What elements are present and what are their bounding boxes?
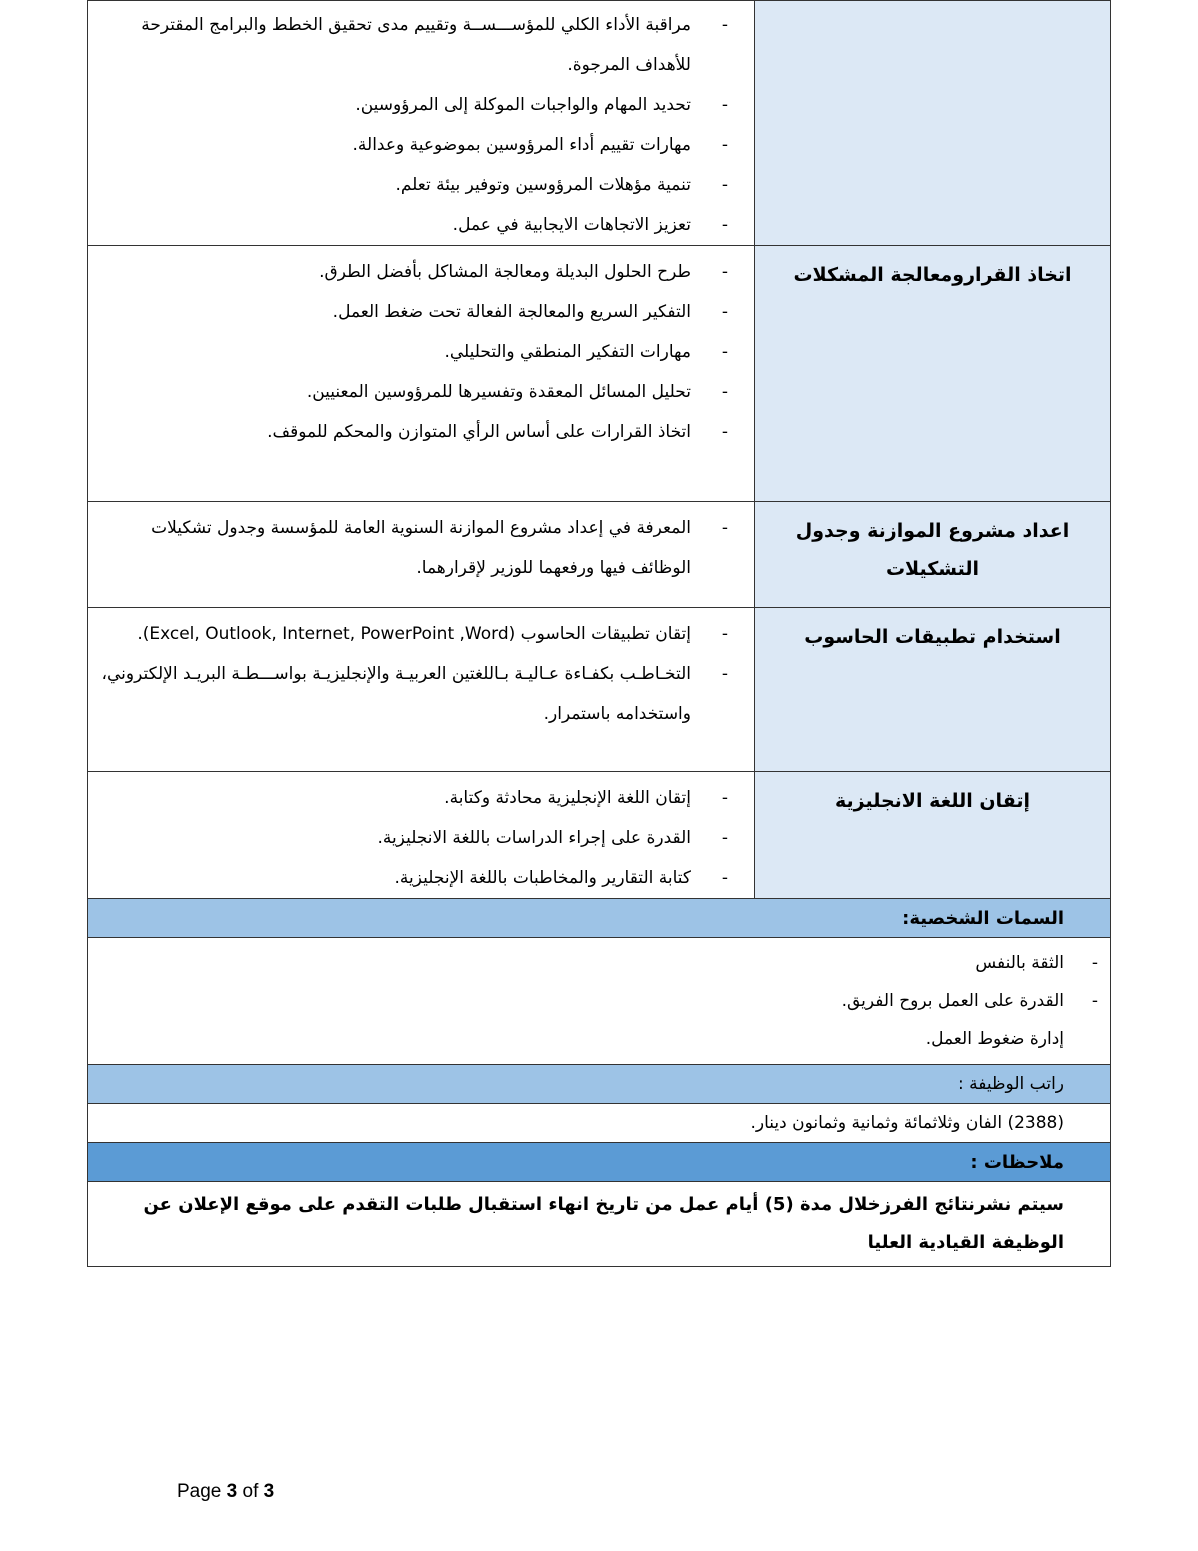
- personal-traits-header: [88, 899, 1111, 938]
- list-item: - التخـاطـب بكفـاءة عـاليـة بـاللغتين العربيـة والإنجليزيـة بواســـطـة البريـد الإلكتروني، واستخدامه باستمرار.: [100, 654, 736, 734]
- list-item: - إتقان تطبيقات الحاسوب (Excel, Outlook, Internet, PowerPoint ,Word).: [100, 614, 736, 654]
- list-item: - تعزيز الاتجاهات الايجابية في عمل.: [100, 205, 736, 245]
- table-row: [88, 1, 1111, 246]
- notes-heading: ملاحظات :: [88, 1143, 1111, 1182]
- list-item: - طرح الحلول البديلة ومعالجة المشاكل بأفضل الطرق.: [100, 252, 736, 292]
- row-content: [88, 502, 755, 608]
- row-content: [88, 246, 755, 502]
- competency-table: [87, 0, 1111, 1267]
- list-item: - مراقبة الأداء الكلي للمؤســـســة وتقييم مدى تحقيق الخطط والبرامج المقترحة للأهداف المرجوة.: [100, 5, 736, 85]
- list-item: - اتخاذ القرارات على أساس الرأي المتوازن والمحكم للموقف.: [100, 412, 736, 452]
- row-label: اتخاذ القرارومعالجة المشكلات: [755, 246, 1111, 502]
- notes-header: [88, 1143, 1111, 1182]
- bullet-list: [100, 508, 736, 588]
- salary-header: [88, 1065, 1111, 1104]
- list-item: - كتابة التقارير والمخاطبات باللغة الإنجليزية.: [100, 858, 736, 898]
- list-item: - تنمية مؤهلات المرؤوسين وتوفير بيئة تعلم.: [100, 165, 736, 205]
- notes-text: سيتم نشرنتائج الفرزخلال مدة (5) أيام عمل من تاريخ انهاء استقبال طلبات التقدم على موقع الإعلان عن الوظيفة القيادية العليا: [88, 1182, 1111, 1267]
- table-row: [88, 608, 1111, 772]
- list-item: - إتقان اللغة الإنجليزية محادثة وكتابة.: [100, 778, 736, 818]
- list-item: - التفكير السريع والمعالجة الفعالة تحت ضغط العمل.: [100, 292, 736, 332]
- competency-rows: [88, 1, 1111, 1267]
- personal-traits-extra: إدارة ضغوط العمل.: [925, 1029, 1064, 1049]
- total-pages: 3: [263, 1481, 275, 1502]
- bullet-list: [100, 252, 736, 452]
- salary-value: (2388) الفان وثلاثمائة وثمانية وثمانون دينار.: [88, 1104, 1111, 1143]
- list-item: - القدرة على إجراء الدراسات باللغة الانجليزية.: [100, 818, 736, 858]
- bullet-list: [100, 778, 736, 898]
- row-label: [755, 1, 1111, 246]
- table-row: [88, 502, 1111, 608]
- current-page: 3: [226, 1481, 238, 1502]
- personal-traits-heading: السمات الشخصية:: [88, 899, 1111, 938]
- salary-row: [88, 1104, 1111, 1143]
- list-item: - تحديد المهام والواجبات الموكلة إلى المرؤوسين.: [100, 85, 736, 125]
- bullet-list: [100, 5, 736, 245]
- row-content: [88, 772, 755, 899]
- personal-traits-content: [88, 938, 1111, 1065]
- personal-traits-list: [102, 944, 1064, 1020]
- personal-traits-row: [88, 938, 1111, 1065]
- of-word: of: [242, 1481, 259, 1502]
- notes-row: [88, 1182, 1111, 1267]
- bullet-list: [100, 614, 736, 734]
- row-content: [88, 608, 755, 772]
- row-content: [88, 1, 755, 246]
- list-item: - مهارات تقييم أداء المرؤوسين بموضوعية وعدالة.: [100, 125, 736, 165]
- row-label: اعداد مشروع الموازنة وجدول التشكيلات: [755, 502, 1111, 608]
- list-item: - تحليل المسائل المعقدة وتفسيرها للمرؤوسين المعنيين.: [100, 372, 736, 412]
- list-item: - المعرفة في إعداد مشروع الموازنة السنوية العامة للمؤسسة وجدول تشكيلات الوظائف فيها ورفعهما للوزير لإقرارهما.: [100, 508, 736, 588]
- page-footer: [177, 1481, 274, 1503]
- list-item: - الثقة بالنفس: [102, 944, 1064, 982]
- table-row: [88, 246, 1111, 502]
- salary-heading: راتب الوظيفة :: [88, 1065, 1111, 1104]
- table-row: [88, 772, 1111, 899]
- row-label: استخدام تطبيقات الحاسوب: [755, 608, 1111, 772]
- row-label: إتقان اللغة الانجليزية: [755, 772, 1111, 899]
- list-item: - مهارات التفكير المنطقي والتحليلي.: [100, 332, 736, 372]
- list-item: - القدرة على العمل بروح الفريق.: [102, 982, 1064, 1020]
- page-word: Page: [177, 1481, 222, 1502]
